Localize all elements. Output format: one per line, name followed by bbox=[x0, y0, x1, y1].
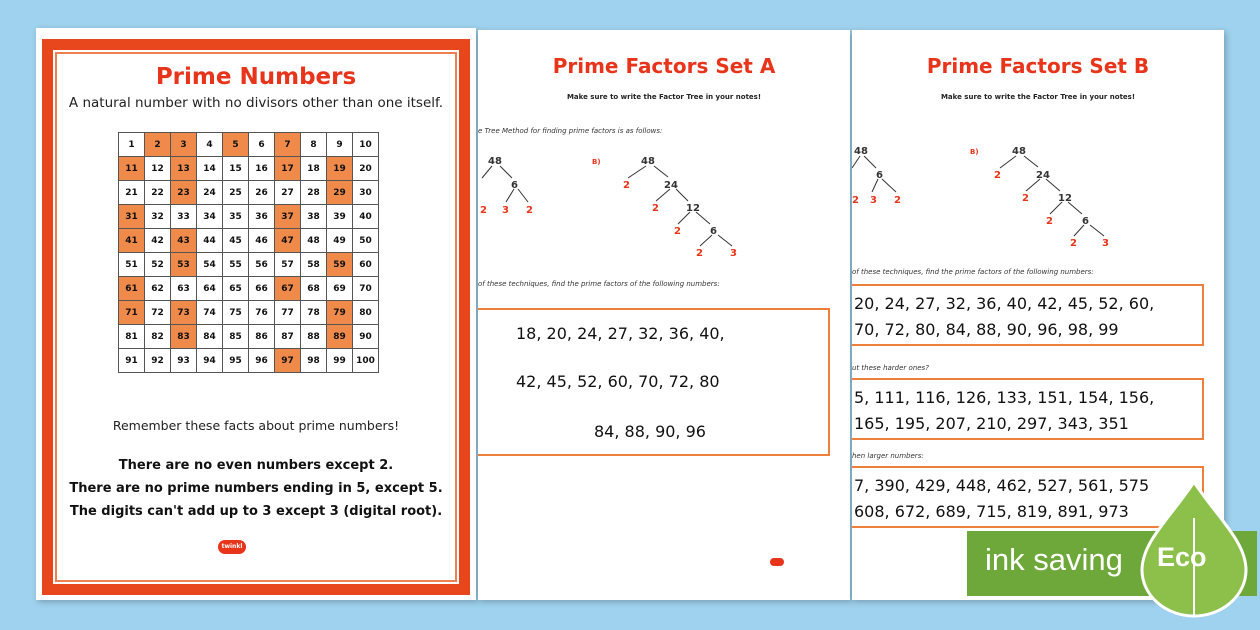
tree-a-node: 3 bbox=[870, 195, 877, 206]
grid-cell: 92 bbox=[145, 349, 171, 373]
tree-a-node: 2 bbox=[480, 205, 487, 216]
grid-cell: 24 bbox=[197, 181, 223, 205]
eco-badge-text: Eco bbox=[1157, 542, 1207, 572]
set-b-box-1 bbox=[852, 284, 1204, 346]
grid-cell: 80 bbox=[353, 301, 379, 325]
tree-a-node: 48 bbox=[488, 156, 502, 167]
tree-b-node: 24 bbox=[664, 180, 678, 191]
tree-label: B) bbox=[592, 158, 601, 166]
prime-cell: 19 bbox=[327, 157, 353, 181]
prime-cell: 89 bbox=[327, 325, 353, 349]
set-a-techniques-text: of these techniques, find the prime factors of the following numbers: bbox=[478, 280, 720, 288]
grid-cell: 62 bbox=[145, 277, 171, 301]
set-b-harder-text: ut these harder ones? bbox=[852, 364, 929, 372]
grid-row bbox=[119, 181, 379, 205]
grid-cell: 50 bbox=[353, 229, 379, 253]
fact-3: The digits can't add up to 3 except 3 (digital root). bbox=[69, 504, 443, 519]
set-a-line-1: 18, 20, 24, 27, 32, 36, 40, bbox=[516, 324, 725, 343]
tree-a-node: 48 bbox=[854, 146, 868, 157]
tree-a-node: 2 bbox=[526, 205, 533, 216]
prime-cell: 83 bbox=[171, 325, 197, 349]
grid-cell: 88 bbox=[301, 325, 327, 349]
set-b-box1-line-2: 70, 72, 80, 84, 88, 90, 96, 98, 99 bbox=[854, 320, 1119, 339]
grid-cell: 91 bbox=[119, 349, 145, 373]
grid-cell: 39 bbox=[327, 205, 353, 229]
grid-row bbox=[119, 205, 379, 229]
prime-cell: 7 bbox=[275, 133, 301, 157]
grid-cell: 64 bbox=[197, 277, 223, 301]
grid-cell: 98 bbox=[301, 349, 327, 373]
grid-cell: 81 bbox=[119, 325, 145, 349]
prime-cell: 67 bbox=[275, 277, 301, 301]
grid-cell: 87 bbox=[275, 325, 301, 349]
tree-b-node: 2 bbox=[674, 226, 681, 237]
prime-cell: 3 bbox=[171, 133, 197, 157]
tree-b-node: 2 bbox=[652, 203, 659, 214]
grid-cell: 72 bbox=[145, 301, 171, 325]
grid-cell: 10 bbox=[353, 133, 379, 157]
set-a-method-text: e Tree Method for finding prime factors is as follows: bbox=[478, 127, 663, 135]
grid-cell: 99 bbox=[327, 349, 353, 373]
set-b-larger-text: hen larger numbers: bbox=[852, 452, 924, 460]
grid-cell: 75 bbox=[223, 301, 249, 325]
grid-cell: 90 bbox=[353, 325, 379, 349]
prime-cell: 43 bbox=[171, 229, 197, 253]
grid-cell: 26 bbox=[249, 181, 275, 205]
tree-b-node: 3 bbox=[1102, 238, 1109, 249]
set-b-box2-line-2: 165, 195, 207, 210, 297, 343, 351 bbox=[854, 414, 1129, 433]
grid-cell: 93 bbox=[171, 349, 197, 373]
set-b-box-2 bbox=[852, 378, 1204, 440]
grid-cell: 48 bbox=[301, 229, 327, 253]
grid-cell: 55 bbox=[223, 253, 249, 277]
grid-cell: 4 bbox=[197, 133, 223, 157]
tree-b-node: 12 bbox=[1058, 193, 1072, 204]
grid-row bbox=[119, 229, 379, 253]
grid-row bbox=[119, 325, 379, 349]
tree-b-node: 3 bbox=[730, 248, 737, 259]
tree-b-node: 6 bbox=[1082, 216, 1089, 227]
grid-cell: 6 bbox=[249, 133, 275, 157]
ink-saving-label: ink saving bbox=[985, 542, 1123, 577]
prime-cell: 41 bbox=[119, 229, 145, 253]
grid-cell: 78 bbox=[301, 301, 327, 325]
grid-cell: 21 bbox=[119, 181, 145, 205]
prime-cell: 13 bbox=[171, 157, 197, 181]
prime-cell: 73 bbox=[171, 301, 197, 325]
grid-cell: 16 bbox=[249, 157, 275, 181]
grid-cell: 14 bbox=[197, 157, 223, 181]
grid-cell: 82 bbox=[145, 325, 171, 349]
prime-cell: 31 bbox=[119, 205, 145, 229]
tree-b-node: 48 bbox=[1012, 146, 1026, 157]
set-b-box3-line-2: 608, 672, 689, 715, 819, 891, 973 bbox=[854, 502, 1129, 521]
grid-cell: 58 bbox=[301, 253, 327, 277]
tree-b-node: 24 bbox=[1036, 170, 1050, 181]
grid-row bbox=[119, 157, 379, 181]
grid-cell: 52 bbox=[145, 253, 171, 277]
prime-cell: 79 bbox=[327, 301, 353, 325]
grid-cell: 66 bbox=[249, 277, 275, 301]
grid-cell: 68 bbox=[301, 277, 327, 301]
twinkl-logo: twinkl bbox=[218, 540, 246, 554]
prime-cell: 5 bbox=[223, 133, 249, 157]
grid-cell: 28 bbox=[301, 181, 327, 205]
grid-cell: 12 bbox=[145, 157, 171, 181]
tree-b-node: 6 bbox=[710, 226, 717, 237]
page-title: Prime Numbers bbox=[155, 64, 357, 90]
prime-cell: 11 bbox=[119, 157, 145, 181]
tree-b-node: 12 bbox=[686, 203, 700, 214]
prime-cell: 59 bbox=[327, 253, 353, 277]
grid-cell: 33 bbox=[171, 205, 197, 229]
set-a-title: Prime Factors Set A bbox=[552, 54, 776, 78]
grid-cell: 46 bbox=[249, 229, 275, 253]
grid-cell: 34 bbox=[197, 205, 223, 229]
prime-numbers-sheet[interactable] bbox=[36, 28, 476, 600]
grid-cell: 1 bbox=[119, 133, 145, 157]
grid-cell: 69 bbox=[327, 277, 353, 301]
tree-a-node: 2 bbox=[852, 195, 859, 206]
grid-cell: 25 bbox=[223, 181, 249, 205]
grid-cell: 96 bbox=[249, 349, 275, 373]
tree-b-node: 2 bbox=[994, 170, 1001, 181]
set-a-instruction: Make sure to write the Factor Tree in your notes! bbox=[566, 93, 762, 101]
set-a-factor-trees bbox=[478, 148, 778, 263]
tree-a-node: 6 bbox=[511, 180, 518, 191]
prime-cell: 97 bbox=[275, 349, 301, 373]
grid-cell: 56 bbox=[249, 253, 275, 277]
grid-cell: 40 bbox=[353, 205, 379, 229]
grid-cell: 51 bbox=[119, 253, 145, 277]
tree-b-node: 2 bbox=[1046, 216, 1053, 227]
grid-cell: 27 bbox=[275, 181, 301, 205]
grid-cell: 32 bbox=[145, 205, 171, 229]
grid-cell: 76 bbox=[249, 301, 275, 325]
set-b-box2-line-1: 5, 111, 116, 126, 133, 151, 154, 156, bbox=[854, 388, 1155, 407]
grid-cell: 9 bbox=[327, 133, 353, 157]
tree-label: B) bbox=[970, 148, 979, 156]
grid-cell: 84 bbox=[197, 325, 223, 349]
grid-cell: 100 bbox=[353, 349, 379, 373]
grid-cell: 8 bbox=[301, 133, 327, 157]
grid-row bbox=[119, 301, 379, 325]
grid-cell: 38 bbox=[301, 205, 327, 229]
prime-cell: 71 bbox=[119, 301, 145, 325]
grid-cell: 95 bbox=[223, 349, 249, 373]
definition-text: A natural number with no divisors other than one itself. bbox=[68, 95, 444, 111]
prime-cell: 29 bbox=[327, 181, 353, 205]
prime-cell: 61 bbox=[119, 277, 145, 301]
set-a-numbers-box bbox=[478, 308, 830, 456]
grid-row bbox=[119, 133, 379, 157]
set-b-instruction: Make sure to write the Factor Tree in your notes! bbox=[940, 93, 1136, 101]
grid-cell: 36 bbox=[249, 205, 275, 229]
prime-cell: 2 bbox=[145, 133, 171, 157]
grid-cell: 35 bbox=[223, 205, 249, 229]
tree-b-node: 2 bbox=[1070, 238, 1077, 249]
fact-2: There are no prime numbers ending in 5, except 5. bbox=[69, 481, 443, 496]
grid-cell: 57 bbox=[275, 253, 301, 277]
grid-cell: 70 bbox=[353, 277, 379, 301]
grid-cell: 77 bbox=[275, 301, 301, 325]
tree-a-node: 2 bbox=[894, 195, 901, 206]
grid-cell: 18 bbox=[301, 157, 327, 181]
twinkl-logo-small bbox=[770, 558, 784, 566]
remember-text: Remember these facts about prime numbers! bbox=[112, 418, 400, 433]
tree-a-node: 6 bbox=[876, 170, 883, 181]
grid-cell: 85 bbox=[223, 325, 249, 349]
grid-cell: 94 bbox=[197, 349, 223, 373]
set-b-techniques-text: of these techniques, find the prime factors of the following numbers: bbox=[852, 268, 1094, 276]
grid-cell: 60 bbox=[353, 253, 379, 277]
grid-row bbox=[119, 277, 379, 301]
prime-cell: 37 bbox=[275, 205, 301, 229]
grid-cell: 45 bbox=[223, 229, 249, 253]
prime-cell: 47 bbox=[275, 229, 301, 253]
fact-1: There are no even numbers except 2. bbox=[118, 458, 394, 473]
set-b-factor-trees bbox=[852, 138, 1152, 253]
grid-cell: 15 bbox=[223, 157, 249, 181]
grid-row bbox=[119, 253, 379, 277]
grid-cell: 65 bbox=[223, 277, 249, 301]
set-b-box1-line-1: 20, 24, 27, 32, 36, 40, 42, 45, 52, 60, bbox=[854, 294, 1155, 313]
set-a-line-3: 84, 88, 90, 96 bbox=[594, 422, 706, 441]
grid-cell: 63 bbox=[171, 277, 197, 301]
prime-cell: 23 bbox=[171, 181, 197, 205]
grid-cell: 42 bbox=[145, 229, 171, 253]
prime-cell: 17 bbox=[275, 157, 301, 181]
set-a-line-2: 42, 45, 52, 60, 70, 72, 80 bbox=[516, 372, 720, 391]
grid-cell: 44 bbox=[197, 229, 223, 253]
tree-a-node: 3 bbox=[502, 205, 509, 216]
tree-b-node: 2 bbox=[623, 180, 630, 191]
tree-b-node: 2 bbox=[696, 248, 703, 259]
prime-cell: 53 bbox=[171, 253, 197, 277]
tree-b-node: 2 bbox=[1022, 193, 1029, 204]
grid-cell: 22 bbox=[145, 181, 171, 205]
tree-b-node: 48 bbox=[641, 156, 655, 167]
grid-cell: 20 bbox=[353, 157, 379, 181]
set-b-box3-line-1: 7, 390, 429, 448, 462, 527, 561, 575 bbox=[854, 476, 1150, 495]
set-b-title: Prime Factors Set B bbox=[926, 54, 1150, 78]
grid-cell: 86 bbox=[249, 325, 275, 349]
grid-cell: 54 bbox=[197, 253, 223, 277]
grid-row bbox=[119, 349, 379, 373]
prime-factors-set-a-sheet[interactable] bbox=[478, 30, 850, 600]
hundred-square-grid bbox=[118, 132, 379, 373]
grid-cell: 74 bbox=[197, 301, 223, 325]
grid-cell: 49 bbox=[327, 229, 353, 253]
grid-cell: 30 bbox=[353, 181, 379, 205]
